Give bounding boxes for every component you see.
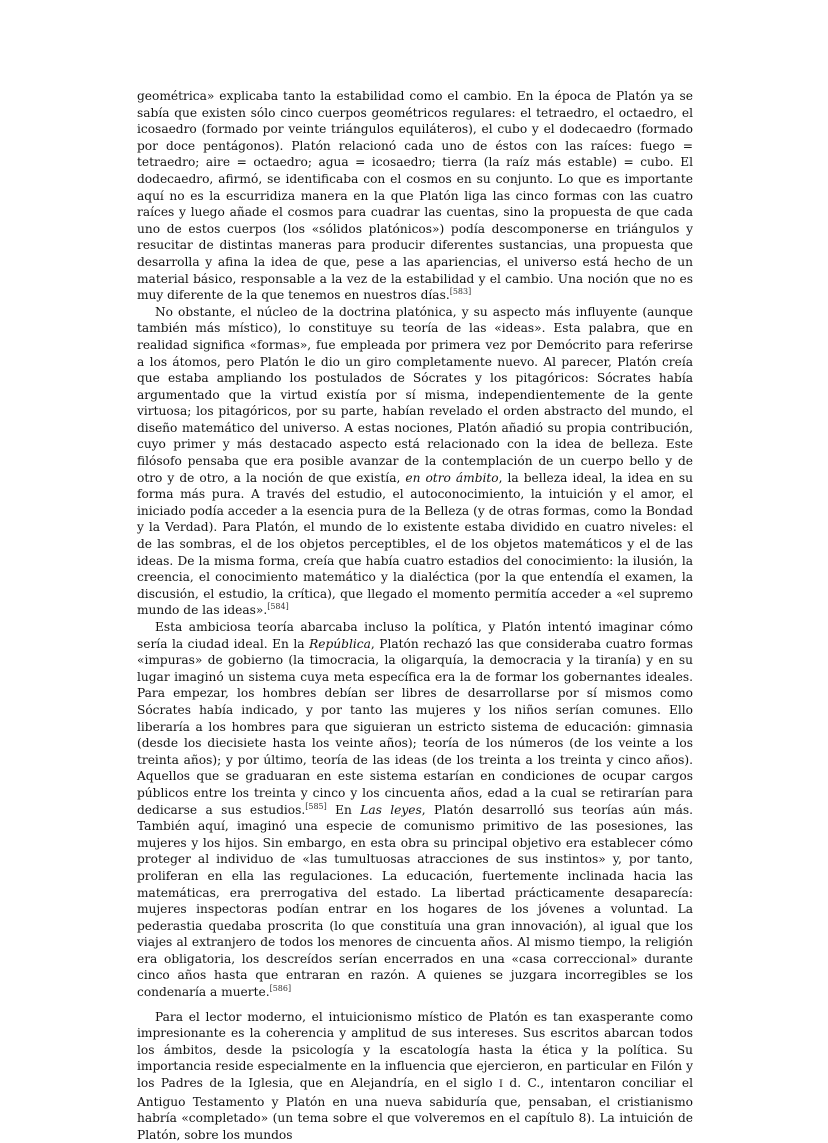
footnote-ref-586[interactable]: [586]: [269, 984, 292, 993]
italic-phrase: en otro ámbito: [405, 470, 499, 485]
footnote-ref-585[interactable]: [585]: [305, 801, 327, 811]
paragraph-2: [137, 304, 693, 619]
page-body: [137, 88, 693, 1143]
paragraph-1: [137, 88, 693, 304]
paragraph-text: , la belleza ideal, la idea en su forma más pura. A través del estudio, el autoconocimiento, la intuición y el amor, el iniciado podía acceder a la esencia pura de la Belleza (y de otras formas, como la Bondad y la Verdad). Para Platón, el mundo de lo existente estaba dividido en cuatro niveles: el de las sombras, el de los objetos perceptibles, el de los objetos matemáticos y el de las ideas. De la misma forma, creía que había cuatro estadios del conocimiento: la ilusión, la creencia, el conocimiento matemático y la dialéctica (por la que entendía el examen, la discusión, el estudio, la crítica), que llegado el momento permitía acceder a «el supremo mundo de las ideas».: [137, 470, 694, 618]
footnote-ref-584[interactable]: [584]: [267, 602, 289, 612]
paragraph-text: Para el lector moderno, el intuicionismo místico de Platón es tan exasperante como impresionante es la coherencia y amplitud de sus intereses. Sus escritos abarcan todos los ámbitos, desde la psicología y la escatología hasta la ética y la política. Su importancia reside especialmente en la influencia que ejercieron, en particular en Filón y los Padres de la Iglesia, que en Alejandría, en el siglo: [137, 1009, 693, 1091]
paragraph-3: [137, 619, 693, 1001]
paragraph-text: Esta ambiciosa teoría abarcaba incluso la política, y Platón intentó imaginar cómo sería la ciudad ideal. En la: [137, 620, 693, 651]
paragraph-text: , Platón rechazó las que consideraba cuatro formas «impuras» de gobierno (la timocracia, la oligarquía, la democracia y la tiranía) y en su lugar imaginó un sistema cuya meta específica era la de formar los gobernantes ideales. Para empezar, los hombres debían ser libres de desarrollarse por sí mismos como Sócrates había indicado, y por tanto las mujeres y los niños serían comunes. Ello liberaría a los hombres para que siguieran un estricto sistema de educación: gimnasia (desde los diecisiete hasta los veinte años); teoría de los números (de los veinte a los treinta años); y por último, teoría de las ideas (de los treinta a los treinta y cinco años). Aquellos que se graduaran en este sistema estarían en condiciones de ocupar cargos públicos entre los treinta y cinco y los cincuenta años, edad a la cual se retirarían para dedicarse a sus estudios.: [137, 636, 693, 817]
paragraph-4: [137, 1009, 693, 1143]
paragraph-text: En: [326, 802, 361, 817]
paragraph-text: geométrica» explicaba tanto la estabilidad como el cambio. En la época de Platón ya se sabía que existen sólo cinco cuerpos geométricos regulares: el tetraedro, el octaedro, el icosaedro (formado por veinte triángulos equiláteros), el cubo y el dodecaedro (formado por doce pentágonos). Platón relacionó cada uno de éstos con las raíces: fuego = tetraedro; aire = octaedro; agua = icosaedro; tierra (la raíz más estable) = cubo. El dodecaedro, afirmó, se identificaba con el cosmos en su conjunto. Lo que es importante aquí no es la escurridiza manera en la que Platón liga las cinco formas con las cuatro raíces y luego añade el cosmos para cuadrar las cuentas, sino la propuesta de que cada uno de estos cuerpos (los «sólidos platónicos») podía descomponerse en triángulos y resucitar de distintas maneras para producir diferentes sustancias, una propuesta que desarrolla y afina la idea de que, pese a las apariencias, el universo está hecho de un material básico, responsable a la vez de la estabilidad y el cambio. Una noción que no es muy diferente de la que tenemos en nuestros días.: [137, 89, 693, 303]
book-title-las-leyes: Las leyes: [360, 802, 422, 817]
paragraph-text: d. C., intentaron conciliar el Antiguo Testamento y Platón en una nueva sabiduría que, pensaban, el cristianismo habría «completado» (un tema sobre el que volveremos en el capítulo 8). La intuición de Platón, sobre los mundos: [137, 1076, 693, 1142]
century-numeral: I: [499, 1079, 503, 1091]
paragraph-text: No obstante, el núcleo de la doctrina platónica, y su aspecto más influyente (aunque también más místico), lo constituye su teoría de las «ideas». Esta palabra, que en realidad significa «formas», fue empleada por primera vez por Demócrito para referirse a los átomos, pero Platón le dio un giro completamente nuevo. Al parecer, Platón creía que estaba ampliando los postulados de Sócrates y los pitagóricos: Sócrates había argumentado que la virtud existía por sí misma, independientemente de la gente virtuosa; los pitagóricos, por su parte, habían revelado el orden abstracto del mundo, el diseño matemático del universo. A estas nociones, Platón añadió su propia contribución, cuyo primer y más destacado aspecto está relacionado con la idea de belleza. Este filósofo pensaba que era posible avanzar de la contemplación de un cuerpo bello y de otro y de otro, a la noción de que existía,: [137, 304, 693, 485]
book-title-republica: República: [309, 636, 371, 651]
footnote-ref-583[interactable]: [583]: [449, 287, 472, 297]
paragraph-text: , Platón desarrolló sus teorías aún más. También aquí, imaginó una especie de comunismo primitivo de las posesiones, las mujeres y los hijos. Sin embargo, en esta obra su principal objetivo era establecer cómo proteger al individuo de «las tumultuosas atracciones de sus instintos» y, por tanto, proliferan en ella las regulaciones. La educación, fuertemente inclinada hacia las matemáticas, era prerrogativa del estado. La libertad prácticamente desaparecía: mujeres inspectoras podían entrar en los hogares de los jóvenes a voluntad. La pederastia quedaba proscrita (lo que constituía una gran innovación), al igual que los viajes al extranjero de todos los menores de cincuenta años. Al mismo tiempo, la religión era obligatoria, los descreídos serían encerrados en una «casa correccional» durante cinco años hasta que entraran en razón. A quienes se juzgara incorregibles se los condenaría a muerte.: [137, 802, 693, 1000]
